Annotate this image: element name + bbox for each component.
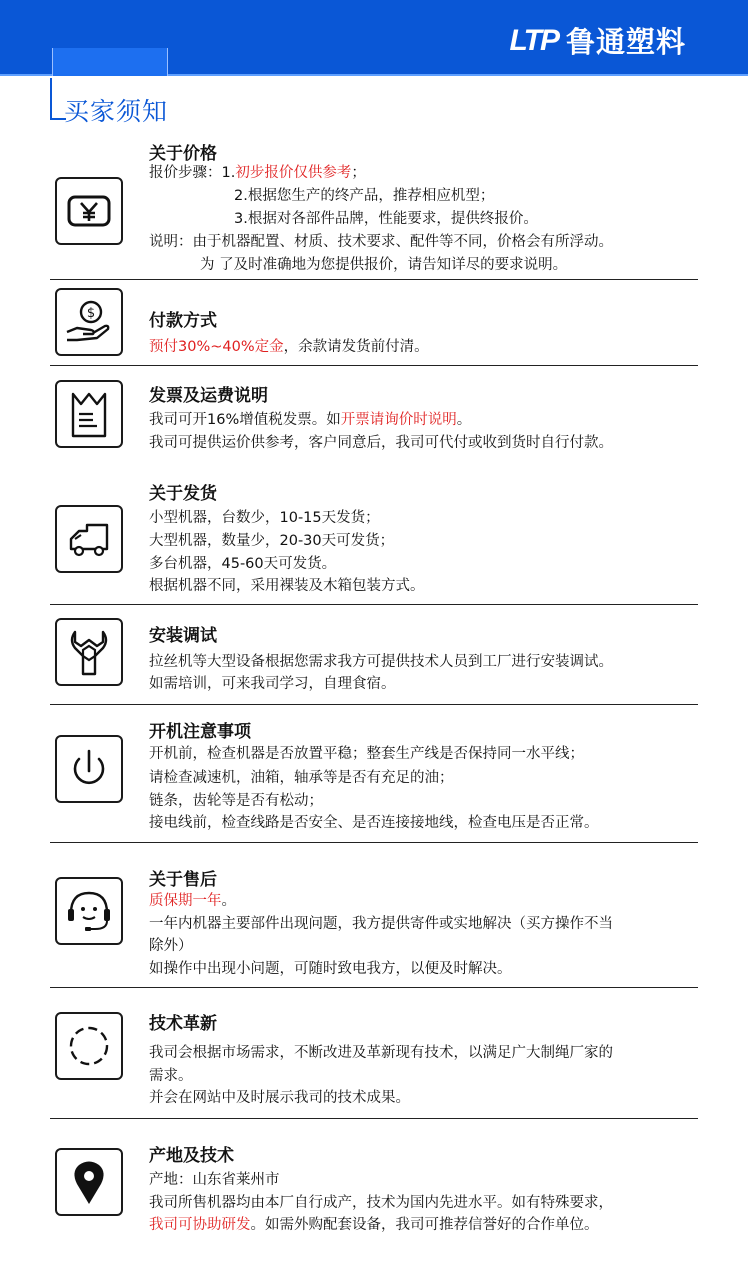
section-title: 开机注意事项: [149, 722, 251, 742]
text-line: 我司可提供运价供参考，客户同意后，我司可代付或收到货时自行付款。: [149, 435, 613, 451]
section-title: 关于售后: [149, 870, 217, 890]
section-divider: [50, 842, 698, 843]
section-title: 关于价格: [149, 144, 217, 164]
section-title: 安装调试: [149, 626, 217, 646]
section-divider: [50, 604, 698, 605]
power-icon: [55, 735, 123, 803]
page-title: 买家须知: [64, 97, 169, 126]
text-line: 如需培训，可来我司学习，自理食宿。: [149, 676, 396, 692]
truck-icon: [55, 505, 123, 573]
section-title: 产地及技术: [149, 1146, 234, 1166]
section-title: 付款方式: [149, 311, 217, 331]
money-hand-icon: [55, 288, 123, 356]
text-line: 需求。: [149, 1068, 193, 1084]
text-line: 预付30%~40%定金，余款请发货前付清。: [149, 339, 429, 355]
location-pin-icon: [55, 1148, 123, 1216]
text-line: 如操作中出现小问题，可随时致电我方，以便及时解决。: [149, 961, 512, 977]
text-line: 说明：由于机器配置、材质、技术要求、配件等不同，价格会有所浮动。: [149, 234, 613, 250]
title-tab: [52, 48, 168, 76]
section-title: 关于发货: [149, 484, 217, 504]
invoice-icon: [55, 380, 123, 448]
section-divider: [50, 279, 698, 280]
logo-text: 鲁通塑料: [565, 25, 686, 59]
text-line: 我司会根据市场需求，不断改进及革新现有技术，以满足广大制绳厂家的: [149, 1045, 613, 1061]
text-line: 一年内机器主要部件出现问题，我方提供寄件或实地解决（买方操作不当: [149, 916, 613, 932]
text-line: 根据机器不同，采用裸装及木箱包装方式。: [149, 578, 425, 594]
text-line: 报价步骤：1.初步报价仅供参考；: [149, 165, 366, 181]
section-divider: [50, 987, 698, 988]
text-line: 质保期一年。: [149, 893, 236, 909]
text-line: 多台机器，45-60天可发货。: [149, 556, 337, 572]
svg-text:$: $: [86, 306, 96, 321]
text-line: 3.根据对各部件品牌，性能要求，提供终报价。: [234, 211, 538, 227]
wrench-icon: [55, 618, 123, 686]
headset-icon: [55, 877, 123, 945]
text-line: 大型机器，数量少，20-30天可发货；: [149, 533, 395, 549]
section-divider: [50, 1118, 698, 1119]
text-line: 产地：山东省莱州市: [149, 1172, 280, 1188]
text-line: 小型机器，台数少，10-15天发货；: [149, 510, 380, 526]
brand-logo: [510, 20, 686, 61]
text-line: 我司可开16%增值税发票。如开票请询价时说明。: [149, 412, 472, 428]
text-line: 除外）: [149, 938, 193, 954]
dashed-circle-icon: [55, 1012, 123, 1080]
text-line: 链条，齿轮等是否有松动；: [149, 793, 323, 809]
section-title: 发票及运费说明: [149, 386, 268, 406]
section-title: 技术革新: [149, 1014, 217, 1034]
section-divider: [50, 704, 698, 705]
text-line: 我司所售机器均由本厂自行成产，技术为国内先进水平。如有特殊要求，: [149, 1195, 613, 1211]
text-line: 开机前，检查机器是否放置平稳；整套生产线是否保持同一水平线；: [149, 746, 584, 762]
text-line: 并会在网站中及时展示我司的技术成果。: [149, 1090, 410, 1106]
text-line: 请检查减速机，油箱，轴承等是否有充足的油；: [149, 770, 454, 786]
yen-icon: [55, 177, 123, 245]
text-line: 拉丝机等大型设备根据您需求我方可提供技术人员到工厂进行安装调试。: [149, 654, 613, 670]
text-line: 为 了及时准确地为您提供报价，请告知详尽的要求说明。: [200, 257, 568, 273]
logo-mark: LTP: [509, 23, 558, 57]
text-line: 2.根据您生产的终产品，推荐相应机型；: [234, 188, 495, 204]
section-divider: [50, 365, 698, 366]
text-line: 接电线前，检查线路是否安全、是否连接接地线，检查电压是否正常。: [149, 815, 599, 831]
text-line: 我司可协助研发。如需外购配套设备，我司可推荐信誉好的合作单位。: [149, 1217, 599, 1233]
